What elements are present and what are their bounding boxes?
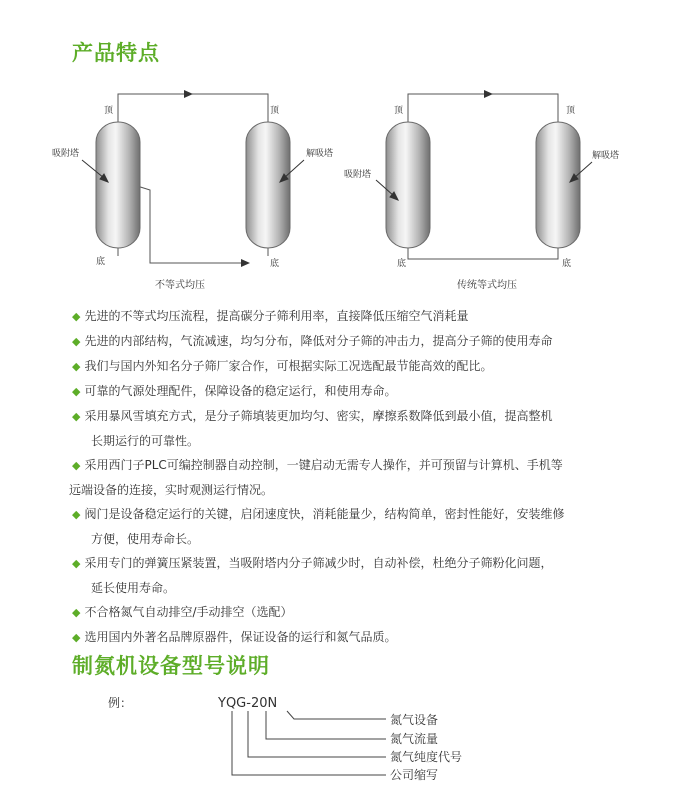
feature-item (72, 625, 632, 650)
features-title: 产品特点 (72, 41, 160, 65)
diamond-bullet-icon: ◆ (72, 631, 81, 644)
label-top: 顶 (104, 106, 114, 116)
label-desorption-tower: 解吸塔 (592, 151, 620, 161)
diamond-bullet-icon: ◆ (72, 310, 81, 323)
feature-text: 可靠的气源处理配件，保障设备的稳定运行，和使用寿命。 (84, 384, 397, 398)
label-bottom: 底 (397, 259, 407, 269)
feature-text-continued: 远端设备的连接，实时观测运行情况。 (69, 483, 274, 497)
feature-item (69, 453, 632, 502)
feature-text: 不合格氮气自动排空/手动排空（选配） (84, 605, 293, 619)
feature-text: 采用暴风雪填充方式，是分子筛填装更加均匀、密实，摩擦系数降低到最小值，提高整机 (84, 409, 553, 423)
feature-text: 先进的内部结构，气流减速，均匀分布，降低对分子筛的冲击力，提高分子筛的使用寿命 (84, 334, 553, 348)
feature-text: 采用专门的弹簧压紧装置，当吸附塔内分子筛减少时，自动补偿，杜绝分子筛粉化问题， (84, 556, 553, 570)
unequal-diagram (52, 90, 333, 291)
label-bottom: 底 (562, 259, 572, 269)
feature-item (72, 404, 632, 453)
adsorption-tower (386, 122, 430, 248)
leader-line (232, 711, 386, 775)
feature-item (72, 600, 632, 625)
label-adsorption-tower: 吸附塔 (344, 170, 372, 180)
feature-text-continued: 长期运行的可靠性。 (91, 434, 200, 448)
diamond-bullet-icon: ◆ (72, 335, 81, 348)
feature-text: 采用西门子PLC可编控制器自动控制，一键启动无需专人操作，并可预留与计算机、手机等 (84, 458, 563, 472)
flow-arrow-icon (241, 259, 250, 267)
feature-text: 阀门是设备稳定运行的关键，启闭速度快，消耗能量少，结构简单，密封性能好，安装维修 (84, 507, 565, 521)
diamond-bullet-icon: ◆ (72, 360, 81, 373)
feature-item (72, 304, 632, 329)
label-bottom: 底 (270, 259, 280, 269)
top-pipe (118, 94, 268, 122)
model-code: YQG-20N (218, 696, 278, 711)
leader-line (266, 711, 386, 739)
label-adsorption-tower: 吸附塔 (52, 149, 80, 159)
leader-line (287, 711, 386, 719)
desorption-tower (536, 122, 580, 248)
feature-text-continued: 方便，使用寿命长。 (91, 532, 200, 546)
top-pipe (408, 94, 558, 122)
label-top: 顶 (394, 106, 404, 116)
legend-item: 氮气设备 (390, 713, 439, 727)
diagram-caption: 传统等式均压 (457, 280, 517, 291)
feature-text: 我们与国内外知名分子筛厂家合作，可根据实际工况选配最节能高效的配比。 (84, 359, 493, 373)
legend-item: 氮气纯度代号 (390, 750, 463, 764)
feature-item (72, 329, 632, 354)
legend-item: 氮气流量 (390, 732, 439, 746)
diamond-bullet-icon: ◆ (72, 606, 81, 619)
model-title: 制氮机设备型号说明 (72, 654, 270, 678)
feature-item (72, 354, 632, 379)
feature-item (72, 502, 632, 551)
label-bottom: 底 (96, 257, 106, 267)
pressure-equalization-diagram (0, 82, 682, 297)
label-top: 顶 (566, 106, 576, 116)
feature-item (72, 551, 632, 600)
label-top: 顶 (270, 106, 280, 116)
diamond-bullet-icon: ◆ (72, 410, 81, 423)
label-desorption-tower: 解吸塔 (306, 149, 334, 159)
flow-arrow-icon (484, 90, 493, 98)
equal-diagram (344, 90, 619, 291)
diamond-bullet-icon: ◆ (72, 459, 81, 472)
adsorption-tower (96, 122, 140, 248)
bottom-pipe (408, 248, 558, 259)
feature-item (72, 379, 632, 404)
feature-text: 先进的不等式均压流程，提高碳分子筛利用率，直接降低压缩空气消耗量 (84, 309, 469, 323)
diamond-bullet-icon: ◆ (72, 508, 81, 521)
model-code-diagram (0, 688, 682, 798)
feature-text: 选用国内外著名品牌原器件，保证设备的运行和氮气品质。 (84, 630, 397, 644)
leader-line (248, 711, 386, 757)
legend-item: 公司缩写 (390, 768, 439, 782)
example-label: 例： (108, 696, 133, 710)
diamond-bullet-icon: ◆ (72, 385, 81, 398)
diamond-bullet-icon: ◆ (72, 557, 81, 570)
desorption-tower (246, 122, 290, 248)
feature-list (69, 304, 632, 650)
feature-text-continued: 延长使用寿命。 (91, 581, 176, 595)
diagram-caption: 不等式均压 (155, 280, 205, 291)
flow-arrow-icon (184, 90, 193, 98)
